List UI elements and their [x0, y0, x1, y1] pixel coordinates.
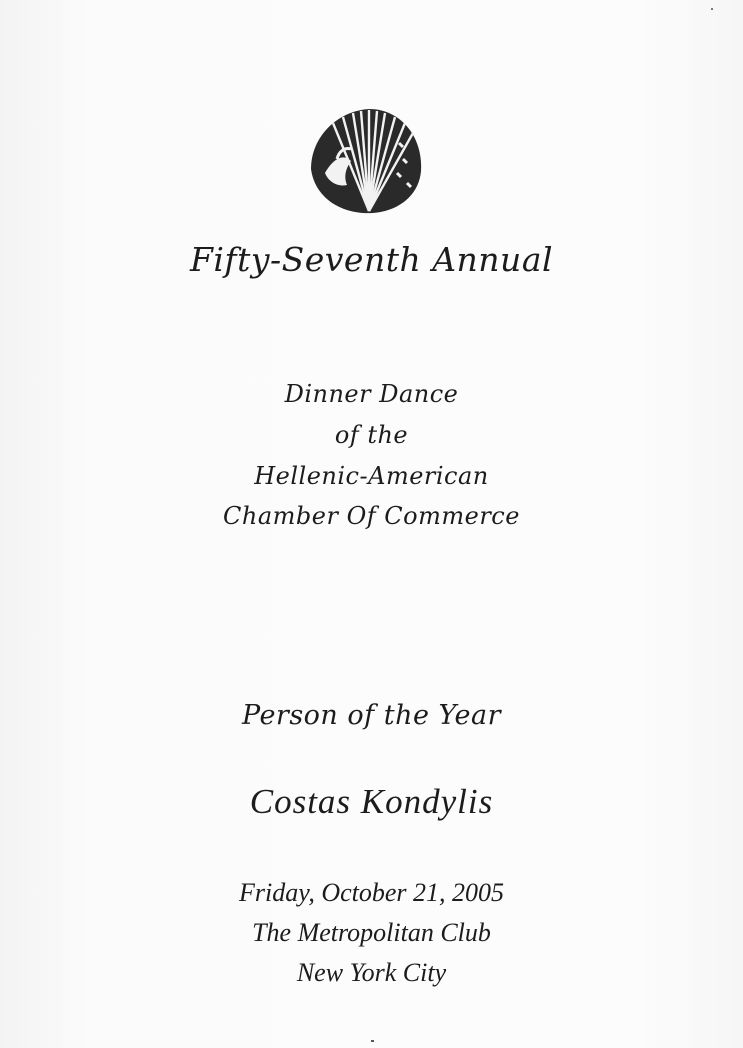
program-title: Fifty-Seventh Annual — [189, 240, 554, 279]
subtitle-line-chamber-of-commerce: Chamber Of Commerce — [223, 502, 520, 530]
subtitle-line-dinner-dance: Dinner Dance — [284, 380, 459, 408]
event-city: New York City — [296, 958, 447, 987]
shell-emblem-icon — [303, 103, 427, 215]
event-venue: The Metropolitan Club — [252, 918, 491, 947]
bottom-mark — [371, 1040, 374, 1042]
person-of-the-year-label: Person of the Year — [241, 700, 501, 731]
event-date: Friday, October 21, 2005 — [238, 878, 505, 907]
honoree-name: Costas Kondylis — [249, 782, 494, 821]
paper-speck — [711, 8, 713, 10]
subtitle-line-hellenic-american: Hellenic-American — [254, 462, 489, 490]
subtitle-line-of-the: of the — [334, 421, 409, 449]
